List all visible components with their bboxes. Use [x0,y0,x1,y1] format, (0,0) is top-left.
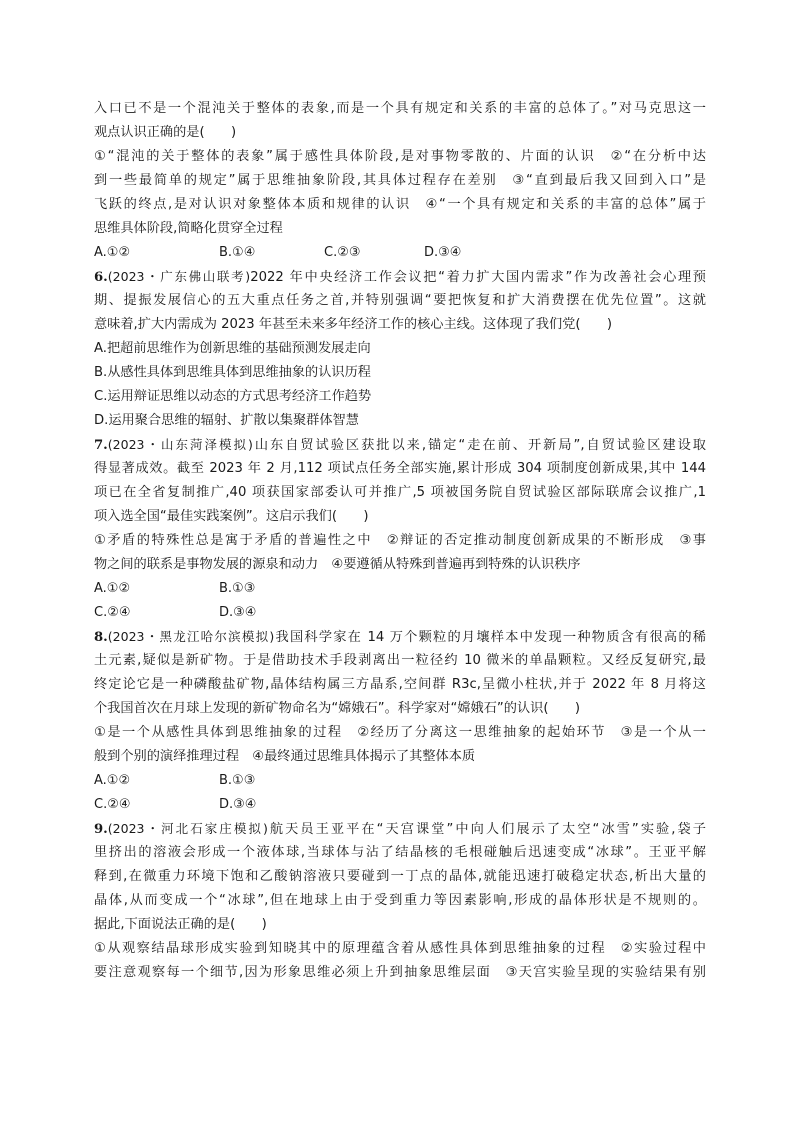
question-7 [94,433,706,625]
stem-line: 土元素,疑似是新矿物。于是借助技术手段剥离出一粒径约 10 微米的单晶颗粒。又经反复研究,最 [94,653,706,668]
options-row [94,601,706,625]
option-d: D.③④ [219,605,257,620]
option-c: C.②④ [94,797,131,812]
question-source: (2023・广东佛山联考) [107,269,251,284]
stem-line: 观点认识正确的是( ) [94,125,237,140]
stem-line: 个我国首次在月球上发现的新矿物命名为“嫦娥石”。科学家对“嫦娥石”的认识( ) [94,701,580,716]
question-source: (2023・河北石家庄模拟) [107,821,268,836]
statement-line: 要注意观察每一个细节,因为形象思维必须上升到抽象思维层面 ③天宫实验呈现的实验结果有别 [94,965,706,980]
option-d: D.运用聚合思维的辐射、扩散以集聚群体智慧 [94,413,359,428]
option-b: B.①④ [219,245,256,260]
option-b: B.①③ [219,581,256,596]
question-9 [94,817,706,985]
option-a: A.①② [94,773,131,788]
stem-text: 2022 年中央经济工作会议把“着力扩大国内需求”作为改善社会心理预 [250,270,706,285]
stem-line: 释到,在微重力环境下饱和乙酸钠溶液只要碰到一丁点的晶体,就能迅速打破稳定状态,析出大量的 [94,869,706,884]
stem-line: 晶体,从而变成一个“冰球”,但在地球上由于受到重力等因素影响,形成的晶体形状是不规则的。 [94,893,706,908]
option-d: D.③④ [219,797,257,812]
option-b: B.①③ [219,773,256,788]
option-d: D.③④ [424,245,462,260]
statement-line: ①矛盾的特殊性总是寓于矛盾的普遍性之中 ②辩证的否定推动制度创新成果的不断形成 ③事 [94,533,706,548]
stem-line: 意味着,扩大内需成为 2023 年甚至未来多年经济工作的核心主线。这体现了我们党( ) [94,317,612,332]
document-page [94,97,706,985]
stem-text: 山东自贸试验区获批以来,锚定“走在前、开新局”,自贸试验区建设取 [252,438,706,453]
question-stem-first-line [94,817,706,841]
statement-line: 到一些最简单的规定”属于思维抽象阶段,其具体过程存在差别 ③“直到最后我又回到入口”是 [94,173,706,188]
question-number: 8. [94,630,108,645]
question-source: (2023・黑龙江哈尔滨模拟) [107,629,275,644]
stem-line: 得显著成效。截至 2023 年 2 月,112 项试点任务全部实施,累计形成 304 项制度创新成果,其中 144 [94,461,706,476]
options-row [94,793,706,817]
stem-line: 终定论它是一种磷酸盐矿物,晶体结构属三方晶系,空间群 R3c,呈微小柱状,并于 2022 年 8 月将这 [94,677,706,692]
statement-line: ①是一个从感性具体到思维抽象的过程 ②经历了分离这一思维抽象的起始环节 ③是一个从一 [94,725,706,740]
question-source: (2023・山东菏泽模拟) [107,437,253,452]
stem-line: 项已在全省复制推广,40 项获国家部委认可并推广,5 项被国务院自贸试验区部际联席会议推广,1 [94,485,706,500]
stem-line: 项入选全国“最佳实践案例”。这启示我们( ) [94,509,369,524]
options-row [94,241,706,265]
stem-text: 我国科学家在 14 万个颗粒的月壤样本中发现一种物质含有很高的稀 [274,630,706,645]
option-a: A.①② [94,581,131,596]
stem-line: 期、提振发展信心的五大重点任务之首,并特别强调“要把恢复和扩大消费摆在优先位置”。这就 [94,293,706,308]
statement-line: 飞跃的终点,是对认识对象整体本质和规律的认识 ④“一个具有规定和关系的丰富的总体”属于 [94,197,706,212]
statement-line: 般到个别的演绎推理过程 ④最终通过思维具体揭示了其整体本质 [94,749,476,764]
question-stem-first-line [94,265,706,289]
stem-text: 航天员王亚平在“天宫课堂”中向人们展示了太空“冰雪”实验,袋子 [267,822,706,837]
option-c: C.②④ [94,605,131,620]
stem-line: 据此,下面说法正确的是( ) [94,917,267,932]
stem-line: 里挤出的溶液会形成一个液体球,当球体与沾了结晶核的毛根碰触后迅速变成“冰球”。王亚平解 [94,845,706,860]
option-a: A.把超前思维作为创新思维的基础预测发展走向 [94,341,371,356]
question-5-continuation [94,97,706,265]
option-c: C.运用辩证思维以动态的方式思考经济工作趋势 [94,389,372,404]
statement-line: ①从观察结晶球形成实验到知晓其中的原理蕴含着从感性具体到思维抽象的过程 ②实验过程中 [94,941,706,956]
options-row [94,769,706,793]
option-b: B.从感性具体到思维具体到思维抽象的认识历程 [94,365,371,380]
question-6 [94,265,706,433]
question-number: 7. [94,438,108,453]
question-8 [94,625,706,817]
stem-line: 入口已不是一个混沌关于整体的表象,而是一个具有规定和关系的丰富的总体了。”对马克思这一 [94,101,706,116]
option-a: A.①② [94,245,131,260]
options-row [94,577,706,601]
question-stem-first-line [94,433,706,457]
statement-line: 物之间的联系是事物发展的源泉和动力 ④要遵循从特殊到普遍再到特殊的认识秩序 [94,557,581,572]
question-number: 9. [94,822,108,837]
question-stem-first-line [94,625,706,649]
option-c: C.②③ [324,245,361,260]
statement-line: ①“混沌的关于整体的表象”属于感性具体阶段,是对事物零散的、片面的认识 ②“在分析中达 [94,149,706,164]
question-number: 6. [94,270,108,285]
statement-line: 思维具体阶段,简略化贯穿全过程 [94,221,283,236]
